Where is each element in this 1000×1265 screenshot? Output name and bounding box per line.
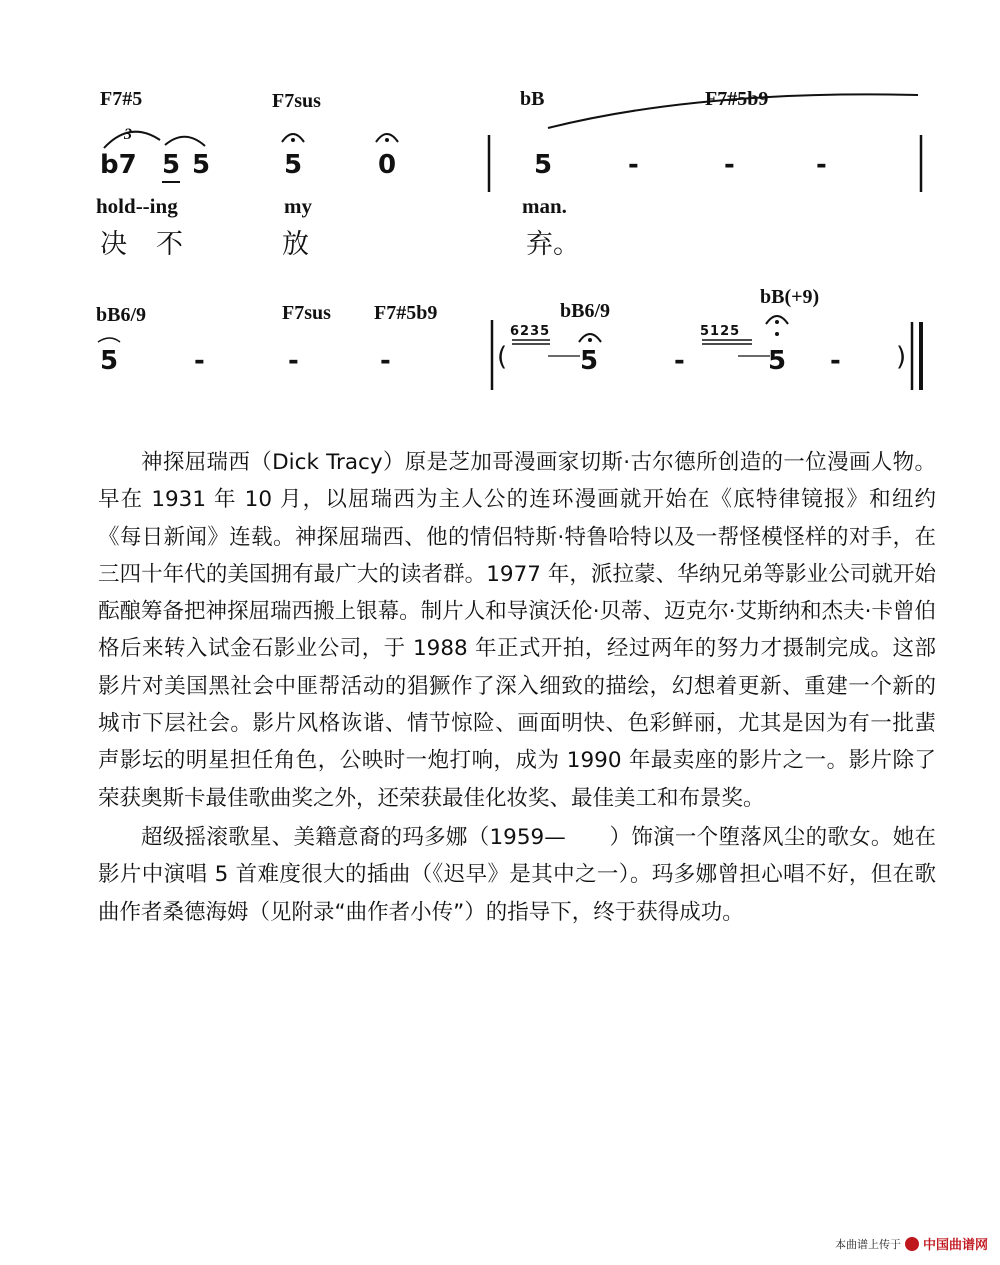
- chord-f7-sharp5-flat9: F7#5b9: [705, 88, 769, 110]
- chord-f7sus-2: F7sus: [282, 302, 331, 324]
- grace-group-2: 5125: [700, 324, 741, 339]
- paragraph-2: 超级摇滚歌星、美籍意裔的玛多娜（1959— ）饰演一个堕落风尘的歌女。她在影片中演唱 5 首难度很大的插曲（《迟早》是其中之一）。玛多娜曾担心唱不好，但在歌曲作者桑德海姆（见附录“曲作者小传”）的指导下，终于获得成功。: [98, 824, 936, 925]
- note-s2-5c: 5: [768, 346, 787, 376]
- dash-s2-2: -: [288, 346, 299, 376]
- note-0: 0: [378, 150, 397, 180]
- lyric-holding: hold--ing: [96, 194, 178, 218]
- lyric-man: man.: [522, 194, 567, 218]
- dash-s2-1: -: [194, 346, 205, 376]
- chord-bb-plus9: bB(+9): [760, 286, 820, 308]
- note-5c: 5: [284, 150, 303, 180]
- note-s2-5b: 5: [580, 346, 599, 376]
- dash-s2-3: -: [380, 346, 391, 376]
- dash-2: -: [724, 150, 735, 180]
- chord-f7-sharp5-flat9-2: F7#5b9: [374, 302, 438, 324]
- chord-bb69-a: bB6/9: [96, 304, 147, 326]
- note-5b: 5: [192, 150, 211, 180]
- lyric-cn-4: 弃。: [526, 229, 580, 260]
- note-5a: 5: [162, 150, 181, 180]
- paragraph-1: 神探屈瑞西（Dick Tracy）原是芝加哥漫画家切斯·古尔德所创造的一位漫画人物。早在 1931 年 10 月，以屈瑞西为主人公的连环漫画就开始在《底特律镜报》和纽约《每日新闻》连载。神探屈瑞西、他的情侣特斯·特鲁哈特以及一帮怪模怪样的对手，在三四十年代的美国拥有最广大的读者群。1977 年，派拉蒙、华纳兄弟等影业公司就开始酝酿筹备把神探屈瑞西搬上银幕。制片人和导演沃伦·贝蒂、迈克尔·艾斯纳和杰夫·卡曾伯格后来转入试金石影业公司，于 1988 年正式开拍，经过两年的努力才摄制完成。这部影片对美国黑社会中匪帮活动的猖獗作了深入细致的描绘，幻想着更新、重建一个新的城市下层社会。影片风格诙谐、情节惊险、画面明快、色彩鲜丽，尤其是因为有一批蜚声影坛的明星担任角色，公映时一炮打响，成为 1990 年最卖座的影片之一。影片除了荣获奥斯卡最佳歌曲奖之外，还荣获最佳化妆奖、最佳美工和布景奖。: [98, 450, 936, 811]
- lyric-my: my: [284, 194, 312, 218]
- footer-watermark: [835, 1234, 988, 1253]
- grace-group-1: 6235: [510, 324, 551, 339]
- dash-s2-5: -: [830, 346, 841, 376]
- triplet-mark: 3: [124, 126, 132, 143]
- lyric-cn-3: 放: [282, 229, 309, 260]
- note-5d: 5: [534, 150, 553, 180]
- lyric-cn-1: 决: [100, 229, 127, 260]
- dash-1: -: [628, 150, 639, 180]
- site-logo-icon: [905, 1237, 919, 1251]
- body-text: [98, 444, 936, 931]
- dash-3: -: [816, 150, 827, 180]
- note-flat7: b7: [100, 150, 137, 180]
- site-name: 中国曲谱网: [922, 1238, 988, 1253]
- upload-text: 本曲谱上传于: [834, 1237, 901, 1251]
- repeat-close: ): [896, 342, 907, 372]
- chord-bb: bB: [520, 88, 545, 110]
- lyric-cn-2: 不: [156, 229, 183, 260]
- repeat-open: (: [497, 342, 508, 372]
- note-s2-5a: 5: [100, 346, 119, 376]
- dash-s2-4: -: [674, 346, 685, 376]
- chord-bb69-b: bB6/9: [560, 300, 611, 322]
- chord-f7-sharp5: F7#5: [100, 88, 143, 110]
- chord-f7sus: F7sus: [272, 90, 321, 112]
